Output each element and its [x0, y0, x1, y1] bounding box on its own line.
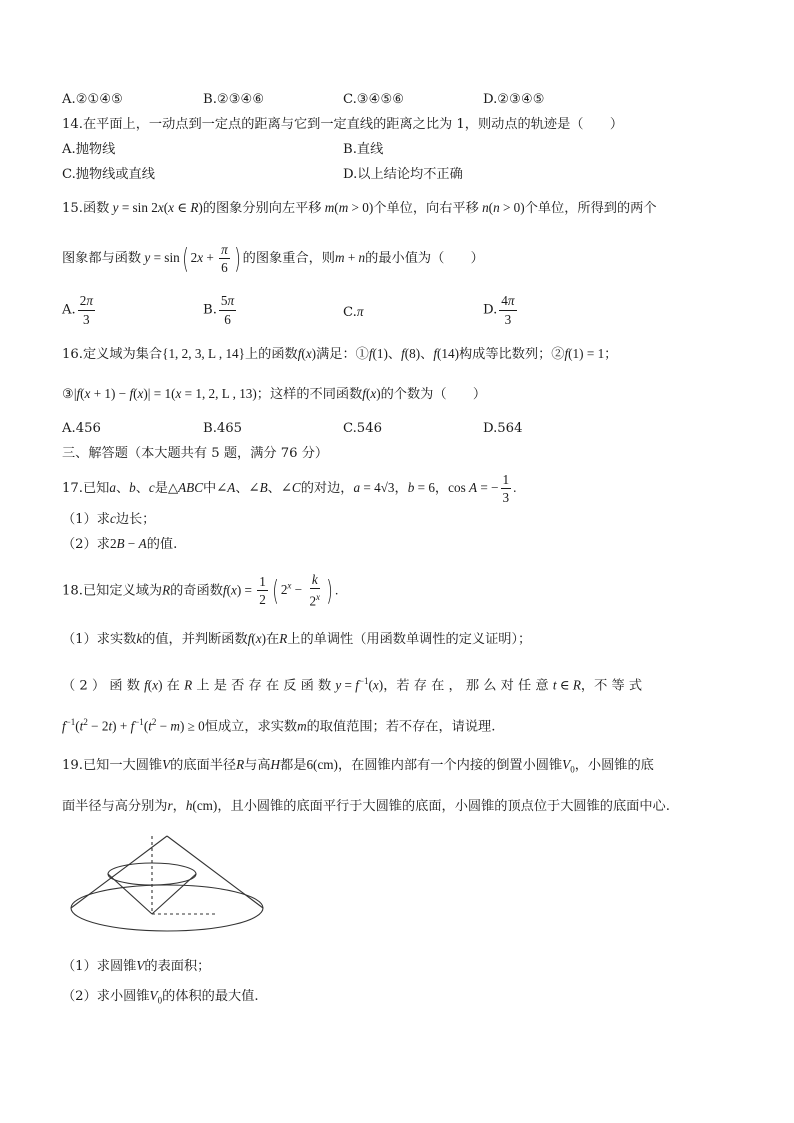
q18-part2-line2: $f^{-1}(t^2 - 2t) + f^{-1}(t^2 - m) \ge 0$恒成立，求实数m的取值范围；若不存在，请说理. [62, 717, 496, 735]
q19-part2: （2）求小圆锥$V_0$的体积的最大值. [62, 988, 259, 1006]
q15-line1: 15.函数 y = sin 2x(x ∈ R)的图象分别向左平移 m(m > 0)个单位，向右平移 n(n > 0)个单位，所得到的两个 [62, 200, 657, 216]
q14-option-d: D.以上结论均不正确 [343, 167, 463, 182]
q15-num: 15.函数 [62, 201, 110, 216]
q16-option-b: B.465 [203, 421, 243, 436]
cone-figure [68, 828, 268, 938]
q14-option-b: B.直线 [343, 142, 384, 157]
q15-option-b: B. $\frac{5\pi}{6}$ [203, 293, 235, 327]
q14-option-c: C.抛物线或直线 [62, 167, 155, 182]
q18-part2-line1: （ 2 ） 函 数 f(x) 在 R 上 是 否 存 在 反 函 数 $y = f^{-1}(x)$，若 存 在 ， 那 么 对 任 意 t ∈ R，不 等 式 [62, 676, 643, 694]
q13-option-d: D.②③④⑤ [483, 92, 545, 107]
q13-option-b: B.②③④⑥ [203, 92, 265, 107]
section-title: 三、解答题（本大题共有 5 题，满分 76 分） [62, 446, 329, 461]
q15-option-c: C.π [343, 304, 364, 320]
q16-option-a: A.456 [62, 421, 101, 436]
q18-stem: 18.已知定义域为R的奇函数f(x) = $\frac{1}{2}$ ( $2^x$ − $\frac{k}{2^x}$ ) . [62, 572, 339, 609]
q16-option-d: D.564 [483, 421, 523, 436]
q17-part2: （2）求2B − A的值. [62, 536, 178, 552]
q15-option-a: A. $\frac{2\pi}{3}$ [62, 293, 93, 327]
q18-part1: （1）求实数k的值，并判断函数f(x)在R上的单调性（用函数单调性的定义证明）； [62, 631, 532, 647]
q13-option-a: A.②①④⑤ [62, 92, 124, 107]
q14-option-a: A.抛物线 [62, 142, 116, 157]
large-cone-left-edge [71, 836, 167, 908]
q17-stem: 17.已知a、b、c是△ABC中∠A、∠B、∠C的对边，a = 4√3，b = 6，cos A = − $\frac{1}{3}$ . [62, 472, 517, 505]
q16-option-c: C.546 [343, 421, 382, 436]
small-cone-right-edge [152, 874, 196, 914]
q17-part1: （1）求c边长； [62, 511, 156, 527]
q13-option-c: C.③④⑤⑥ [343, 92, 405, 107]
large-cone-base [71, 885, 263, 931]
q16-line1: 16.定义域为集合{1, 2, 3, L , 14}上的函数f(x)满足：①f(1)、f(8)、f(14)构成等比数列；②f(1) = 1； [62, 346, 618, 362]
q15-line2: 图象都与函数 y = sin( 2x + $\frac{\pi}{6}$ ) 的图象重合，则m + n的最小值为（ ） [62, 241, 484, 275]
small-cone-left-edge [108, 874, 152, 914]
q15-option-d: D. $\frac{4\pi}{3}$ [483, 293, 515, 327]
q14-stem: 14.在平面上，一动点到一定点的距离与它到一定直线的距离之比为 1，则动点的轨迹是（ ） [62, 117, 624, 132]
q15-formula-1: y [109, 200, 119, 215]
large-cone-right-edge [167, 836, 263, 908]
q19-part1: （1）求圆锥V的表面积； [62, 958, 211, 974]
q19-line2: 面半径与高分别为r，h(cm)，且小圆锥的底面平行于大圆锥的底面，小圆锥的顶点位于大圆锥的底面中心. [62, 798, 670, 814]
q16-line2: ③|f(x + 1) − f(x)| = 1(x = 1, 2, L , 13)；这样的不同函数f(x)的个数为（ ） [62, 386, 487, 402]
q15-frac-pi-6: $\frac{\pi}{6}$ [221, 242, 228, 275]
q19-line1: 19.已知一大圆锥V的底面半径R与高H都是6(cm)，在圆锥内部有一个内接的倒置小圆锥$V_0$，小圆锥的底 [62, 757, 654, 775]
